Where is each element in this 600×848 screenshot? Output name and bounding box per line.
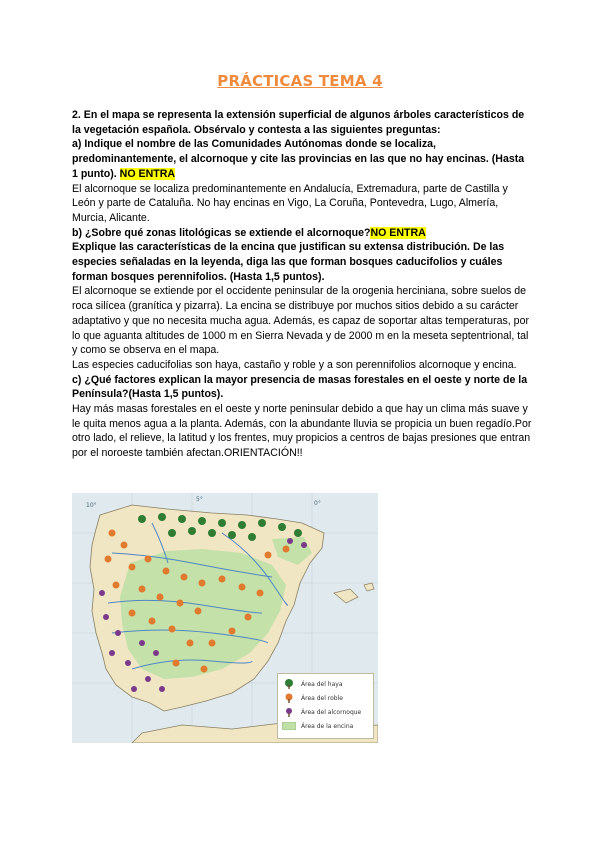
map-legend [277, 673, 374, 739]
answer-b-paragraph-2: Las especies caducifolias son haya, castaño y roble y a son perennifolios alcornoque y encina. [72, 358, 517, 371]
question-a-text: a) Indique el nombre de las Comunidades Autónomas donde se localiza, predominantemente, el alcornoque y cite las provincias en las que no hay encinas. (Hasta 1 punto). [72, 138, 525, 180]
legend-row-haya [282, 679, 343, 689]
alcornoque-legend-icon [282, 708, 296, 717]
question-b-extra: Explique las características de la encina que justifican su extensa distribución. De las especies señaladas en la leyenda, diga las que forman bosques caducifolios y cuáles forman bosques perennifolios. (Hasta 1,5 puntos). [72, 241, 505, 283]
answer-a: El alcornoque se localiza predominantemente en Andalucía, Extremadura, parte de Castilla y León y parte de Cataluña. No hay encinas en Vigo, La Coruña, Pontevedra, Lugo, Almería, Murcia, Alicante. [72, 182, 508, 224]
no-entra-highlight-a: NO ENTRA [119, 167, 175, 180]
no-entra-highlight-b: NO ENTRA [370, 226, 426, 239]
question-c: c) ¿Qué factores explican la mayor presencia de masas forestales en el oeste y norte de la Península?(Hasta 1,5 puntos). [72, 373, 528, 401]
question-b [72, 226, 532, 241]
svg-text:5°: 5° [196, 496, 203, 503]
haya-legend-icon [282, 680, 296, 689]
svg-text:10°: 10° [86, 502, 97, 509]
svg-text:0°: 0° [314, 500, 321, 507]
legend-encina-label: Área de la encina [301, 722, 354, 730]
page-title: PRÁCTICAS TEMA 4 [217, 72, 383, 90]
encina-legend-swatch [282, 722, 296, 731]
legend-roble-label: Área del roble [301, 694, 343, 702]
document-body [72, 108, 532, 461]
legend-row-alcornoque [282, 707, 361, 717]
answer-c: Hay más masas forestales en el oeste y norte peninsular debido a que hay un clima más suave y le quita menos agua a la planta. Además, con la abundante lluvia se propicia un buen regadío.Por otro lado, el relieve, la latitud y los frentes, muy propicios a centros de bajas presiones que entran por el noroeste también afectan.ORIENTACIÓN!! [72, 403, 532, 460]
question-a [72, 137, 532, 181]
legend-haya-label: Área del haya [301, 680, 343, 688]
legend-row-roble [282, 693, 343, 703]
vegetation-map [72, 493, 378, 743]
roble-legend-icon [282, 694, 296, 703]
legend-row-encina [282, 721, 353, 731]
legend-alcornoque-label: Área del alcornoque [301, 708, 362, 716]
question-b-text: b) ¿Sobre qué zonas litológicas se extiende el alcornoque? [72, 226, 371, 239]
answer-b-paragraph-1: El alcornoque se extiende por el occidente peninsular de la orogenia herciniana, sobre suelos de roca silícea (granítica y pizarra). La encina se distribuye por muchos sitios debido a su carácter adaptativo y que no necesita mucha agua. Además, es capaz de soportar altas temperaturas, por lo que aguanta altitudes de 1000 m en Sierra Nevada y de 2000 m en la meseta septentrional, tal y como se observa en el mapa. [72, 285, 529, 357]
question-2-intro: 2. En el mapa se representa la extensión superficial de algunos árboles característicos de la vegetación española. Obsérvalo y contesta a las siguientes preguntas: [72, 109, 525, 136]
